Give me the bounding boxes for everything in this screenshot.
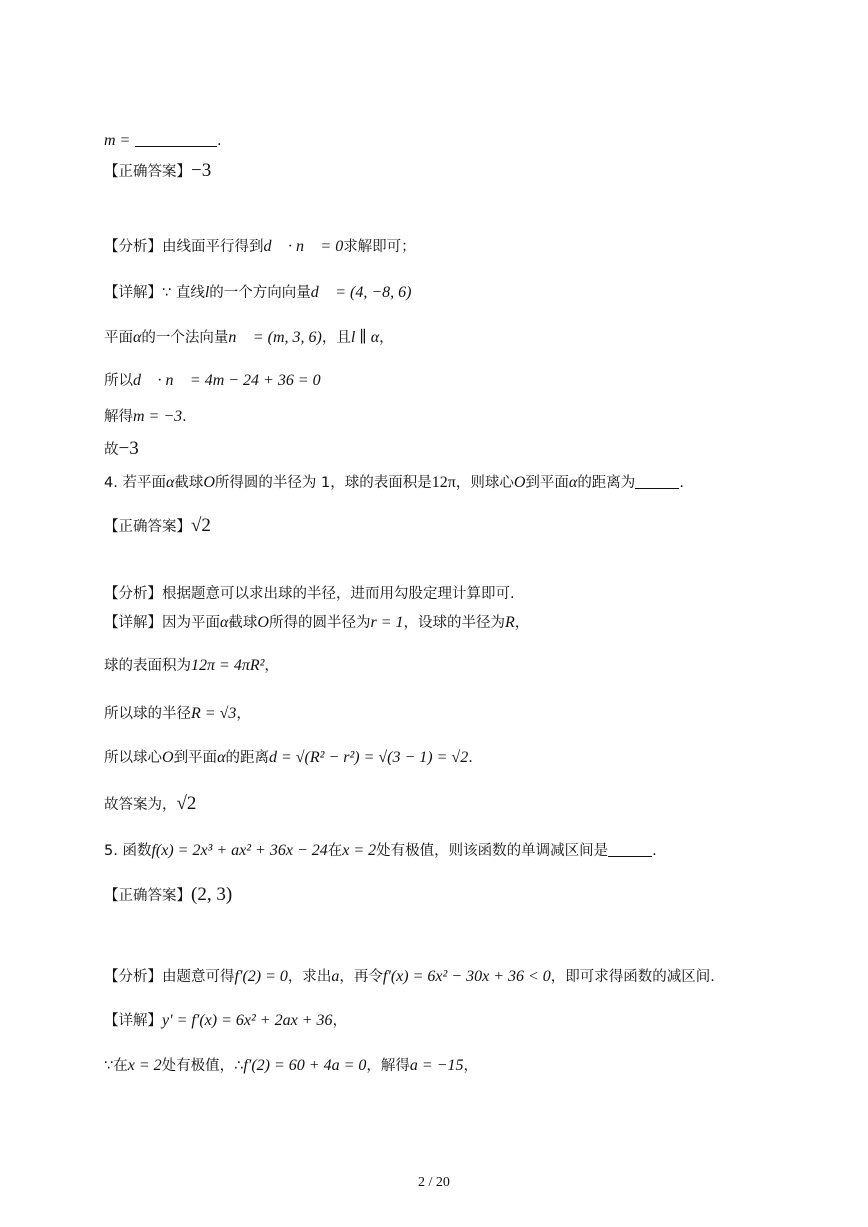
- analysis-3: 【分析】由线面平行得到d⃗ · n⃗ = 0求解即可；: [104, 238, 416, 255]
- detail-3-line2: 平面α的一个法向量n⃗ = (m, 3, 6)，且l ∥ α，: [104, 329, 394, 346]
- correct-answer-3: 【正确答案】−3: [104, 160, 212, 181]
- detail-5-line1: 【详解】y′ = f′(x) = 6x² + 2ax + 36，: [104, 1012, 347, 1029]
- detail-3-line1: 【详解】∵ 直线l的一个方向向量d⃗ = (4, −8, 6): [104, 284, 412, 301]
- math-expression: d⃗ · n⃗ = 0: [263, 238, 344, 255]
- question-4: 4. 若平面α截球O所得圆的半径为 1，球的表面积是12π，则球心O到平面α的距离为 .: [104, 474, 684, 491]
- correct-answer-5: 【正确答案】(2, 3): [104, 884, 233, 905]
- detail-4-line3: 所以球的半径R = √3，: [104, 705, 251, 722]
- detail-5-line2: ∵在x = 2处有极值，∴f′(2) = 60 + 4a = 0，解得a = −15，: [104, 1057, 478, 1074]
- math-expression: m =: [104, 132, 131, 149]
- page-number: 2 / 20: [418, 1175, 450, 1190]
- detail-4-line1: 【详解】因为平面α截球O所得的圆半径为r = 1，设球的半径为R，: [104, 614, 530, 631]
- answer-blank: [608, 840, 652, 857]
- detail-3-line3: 所以d⃗ · n⃗ = 4m − 24 + 36 = 0: [104, 372, 321, 389]
- analysis-5: 【分析】由题意可得f′(2) = 0，求出a，再令f′(x) = 6x² − 30x + 36 < 0，即可求得函数的减区间.: [104, 968, 715, 985]
- answer-blank: [635, 472, 679, 489]
- analysis-4: 【分析】根据题意可以求出球的半径，进而用勾股定理计算即可.: [104, 586, 515, 602]
- conclusion-4: 故答案为，√2: [104, 793, 197, 814]
- conclusion-3: 故−3: [104, 438, 139, 459]
- detail-4-line2: 球的表面积为12π = 4πR²，: [104, 657, 279, 674]
- detail-4-line4: 所以球心O到平面α的距离d = √(R² − r²) = √(3 − 1) = √2.: [104, 749, 473, 766]
- answer-blank: [135, 130, 217, 147]
- detail-3-line4: 解得m = −3.: [104, 408, 187, 425]
- blank-m-line: m = .: [104, 132, 222, 149]
- correct-answer-4: 【正确答案】√2: [104, 515, 211, 536]
- question-5: 5. 函数f(x) = 2x³ + ax² + 36x − 24在x = 2处有极值，则该函数的单调减区间是 .: [104, 842, 657, 859]
